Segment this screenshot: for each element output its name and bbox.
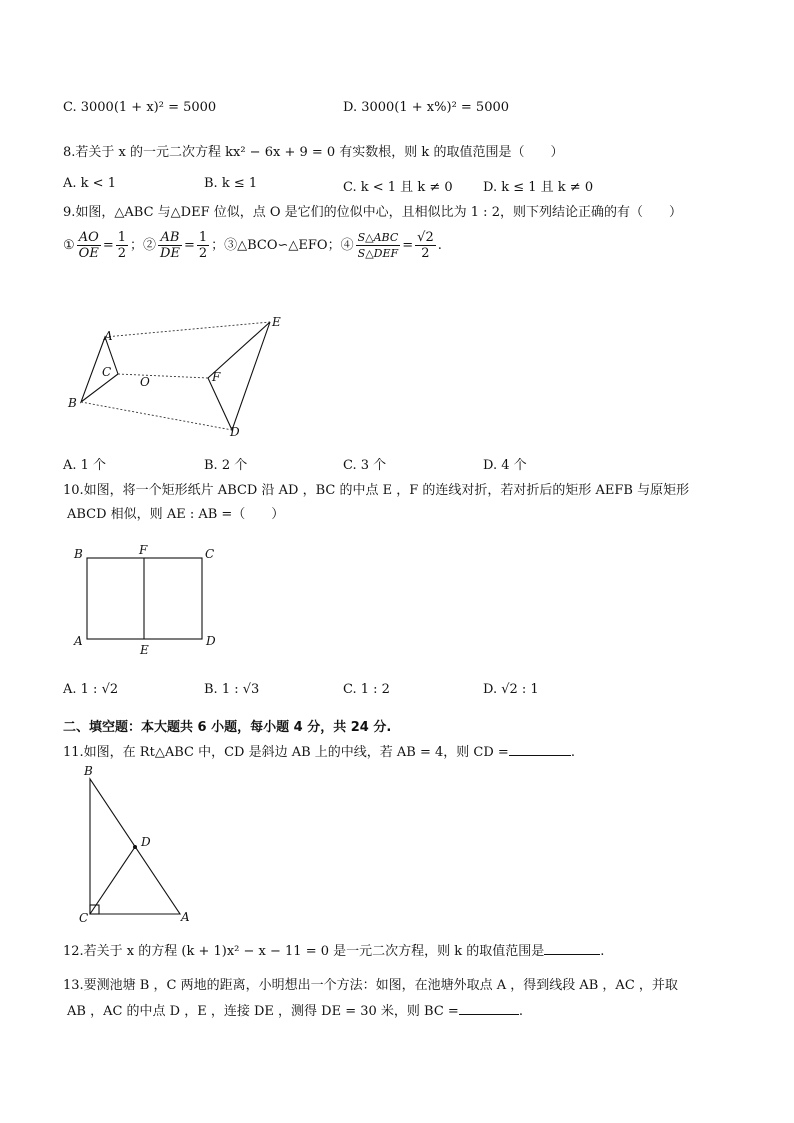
q7-option-c: C. 3000(1 + x)² = 5000 xyxy=(63,100,217,115)
q9-option-a: A. 1 个 xyxy=(63,458,107,473)
q11-label-a: A xyxy=(181,910,190,924)
line-b-d xyxy=(81,402,232,430)
median-cd xyxy=(90,847,135,914)
q11-answer-blank[interactable] xyxy=(509,755,571,756)
q9-c1-prefix: ① xyxy=(63,238,75,253)
q9-c4-ratio-num: √2 xyxy=(417,230,434,245)
q10-stem-line1: 10.如图，将一个矩形纸片 ABCD 沿 AD ，BC 的中点 E ，F 的连线对折，若对折后的矩形 AEFB 与原矩形 xyxy=(63,483,690,498)
q10-option-a: A. 1 : √2 xyxy=(63,682,119,697)
q9-c1-ratio-den: 2 xyxy=(117,246,126,261)
q9-c1-equals: = xyxy=(102,238,114,253)
q10-option-d: D. √2 : 1 xyxy=(483,682,539,697)
q13-end: . xyxy=(518,1004,523,1019)
q9-option-c: C. 3 个 xyxy=(343,458,387,473)
q9-label-c: C xyxy=(102,365,112,379)
q9-c4-ratio-den: 2 xyxy=(421,246,430,261)
q9-c2-denominator: DE xyxy=(160,246,180,261)
q9-c2-ratio-num: 1 xyxy=(198,230,208,245)
q9-c4-fraction xyxy=(356,230,401,261)
q9-c4-numerator: S△ABC xyxy=(357,231,399,244)
q9-c1-ratio xyxy=(116,230,128,261)
q13-line2-text: AB ，AC 的中点 D ，E ，连接 DE ，测得 DE = 30 米，则 BC = xyxy=(67,1004,459,1019)
q8-option-a: A. k < 1 xyxy=(63,176,116,191)
q9-label-d: D xyxy=(230,425,240,439)
q12-stem-text: 12.若关于 x 的方程 (k + 1)x² − x − 11 = 0 是一元二次方程，则 k 的取值范围是 xyxy=(63,944,545,959)
q10-rectangle-figure xyxy=(60,540,235,660)
q8-option-c: C. k < 1 且 k ≠ 0 xyxy=(343,180,453,195)
line-c-f xyxy=(118,374,208,378)
q9-c1-denominator: OE xyxy=(78,246,99,261)
q9-label-a: A xyxy=(104,329,113,343)
q9-conclusions xyxy=(63,230,442,261)
q9-label-b: B xyxy=(68,396,77,410)
q9-c1-fraction xyxy=(77,230,101,261)
q9-label-e: E xyxy=(272,315,281,329)
q10-option-c: C. 1 : 2 xyxy=(343,682,390,697)
q8-option-b: B. k ≤ 1 xyxy=(204,176,258,191)
q9-c2-ratio xyxy=(197,230,209,261)
q11-stem xyxy=(63,741,575,760)
midpoint-d xyxy=(133,845,137,849)
q11-end: . xyxy=(570,745,575,760)
q13-answer-blank[interactable] xyxy=(459,1014,519,1015)
q9-c4-end: . xyxy=(437,238,442,253)
q9-c2-numerator: AB xyxy=(158,230,182,246)
q12-stem xyxy=(63,940,604,959)
q9-homothety-figure xyxy=(60,310,300,440)
q10-stem-line2: ABCD 相似，则 AE : AB =（ ） xyxy=(67,507,285,522)
q10-option-b: B. 1 : √3 xyxy=(204,682,260,697)
q8-option-d: D. k ≤ 1 且 k ≠ 0 xyxy=(483,180,594,195)
q10-label-b: B xyxy=(74,547,83,561)
q11-label-c: C xyxy=(79,911,89,925)
q9-c1-ratio-num: 1 xyxy=(117,230,126,245)
q10-label-d: D xyxy=(206,634,216,648)
q10-label-a: A xyxy=(74,634,83,648)
q11-right-triangle-figure xyxy=(70,760,200,925)
triangle-abc xyxy=(81,337,118,402)
q13-line1: 13.要测池塘 B ，C 两地的距离，小明想出一个方法：如图，在池塘外取点 A ，得到线段 AB ，AC ，并取 xyxy=(63,978,678,993)
q9-stem: 9.如图，△ABC 与△DEF 位似，点 O 是它们的位似中心，且相似比为 1 : 2，则下列结论正确的有（ ） xyxy=(63,205,682,220)
q9-option-b: B. 2 个 xyxy=(204,458,248,473)
q12-end: . xyxy=(600,944,605,959)
q9-c2-equals: = xyxy=(183,238,195,253)
line-a-e xyxy=(105,322,270,337)
section-2-heading: 二、填空题：本大题共 6 小题，每小题 4 分，共 24 分. xyxy=(63,720,392,735)
q11-stem-text: 11.如图，在 Rt△ABC 中，CD 是斜边 AB 上的中线，若 AB = 4，则 CD = xyxy=(63,745,509,760)
q11-label-b: B xyxy=(84,764,93,778)
q9-c3: ；③△BCO∽△EFO；④ xyxy=(211,238,354,253)
q10-label-f: F xyxy=(139,543,148,557)
q10-label-e: E xyxy=(140,643,149,657)
q11-label-d: D xyxy=(141,835,151,849)
q9-option-d: D. 4 个 xyxy=(483,458,527,473)
q8-stem: 8.若关于 x 的一元二次方程 kx² − 6x + 9 = 0 有实数根，则 k 的取值范围是（ ） xyxy=(63,145,564,160)
q9-c2-fraction xyxy=(158,230,182,261)
q9-label-f: F xyxy=(212,370,221,384)
q9-c4-equals: = xyxy=(402,238,414,253)
q12-answer-blank[interactable] xyxy=(544,954,600,955)
q9-label-o: O xyxy=(140,375,150,389)
q9-c4-ratio xyxy=(415,230,436,261)
q10-label-c: C xyxy=(205,547,215,561)
q13-line2 xyxy=(67,1000,523,1019)
q7-option-d: D. 3000(1 + x%)² = 5000 xyxy=(343,100,510,115)
q9-c1-numerator: AO xyxy=(77,230,101,246)
q9-c2-prefix: ；② xyxy=(130,238,157,253)
q9-c2-ratio-den: 2 xyxy=(198,246,208,261)
q9-c4-denominator: S△DEF xyxy=(357,247,399,260)
